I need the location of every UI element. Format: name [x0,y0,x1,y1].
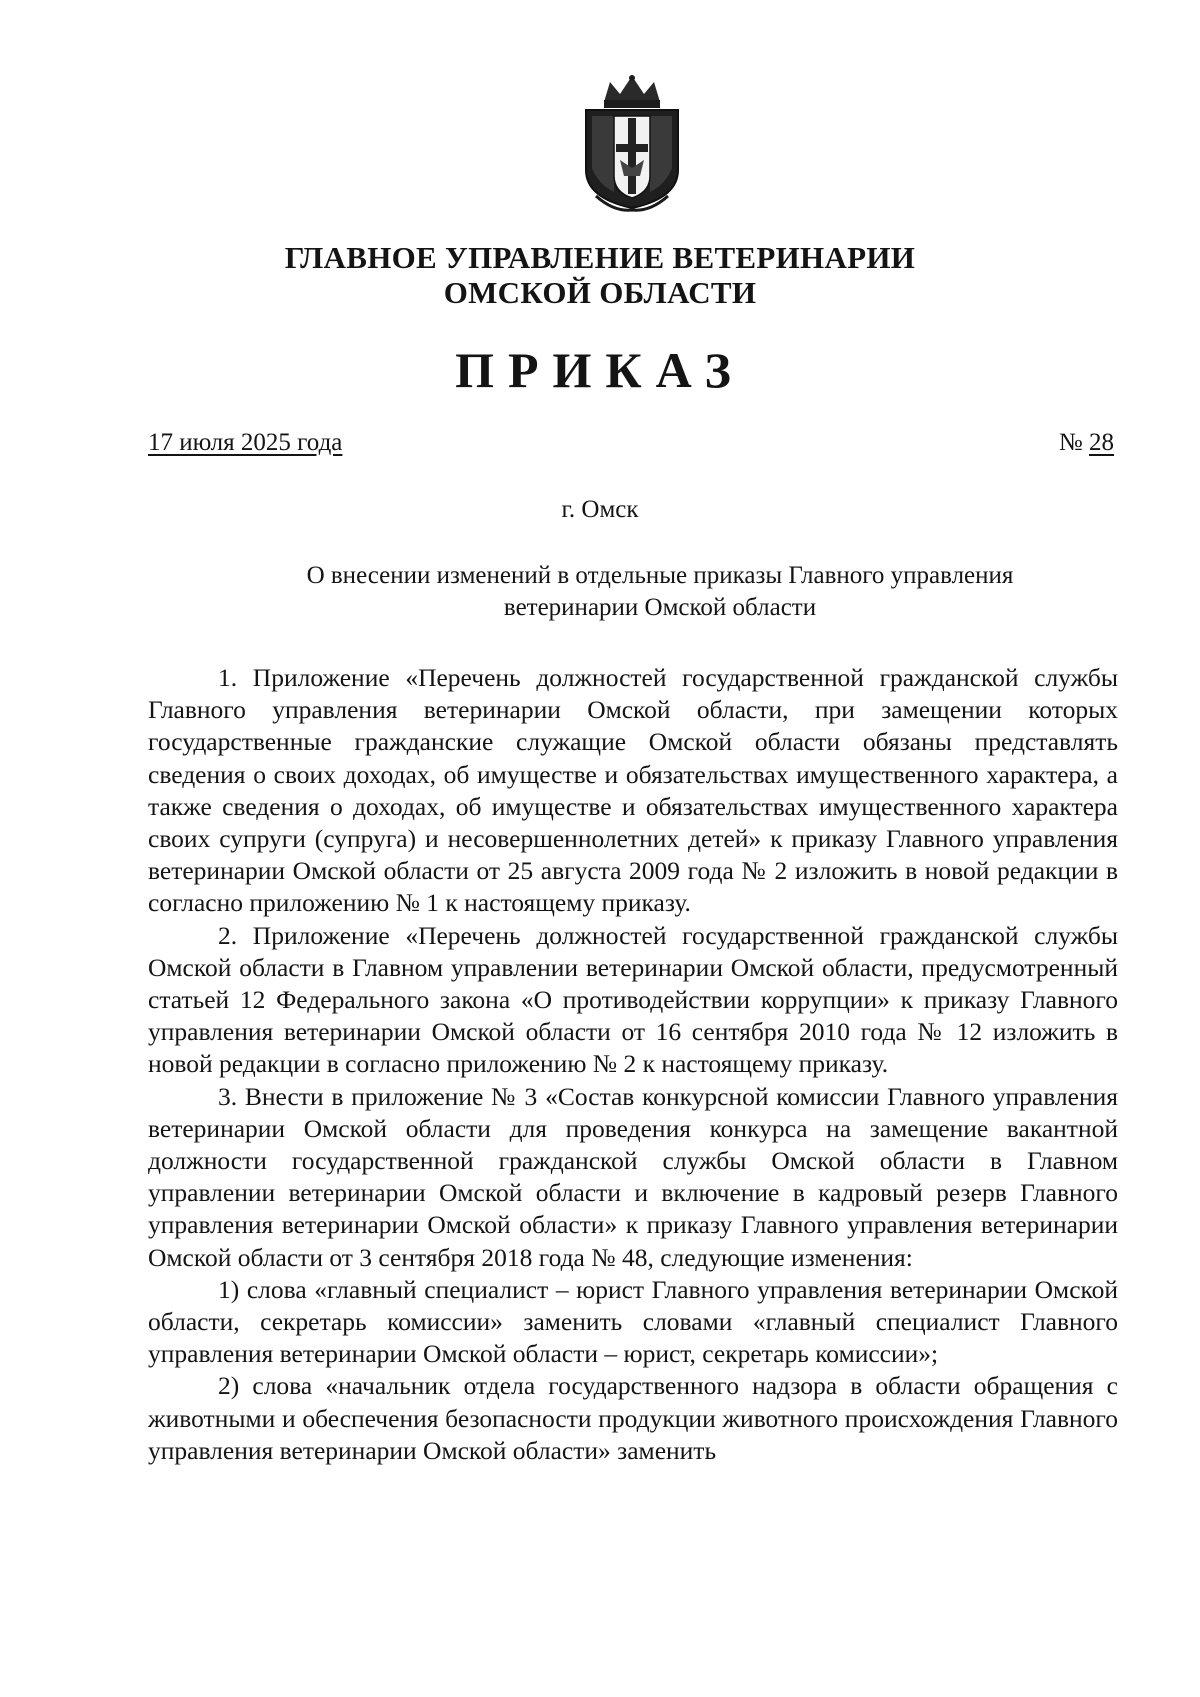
body-paragraph-1: 1. Приложение «Перечень должностей государственной гражданской службы Главного управления ветеринарии Омской области, при замещении которых государственные гражданские служащие Омской области обязаны представлять сведения о своих доходах, об имуществе и обязательствах имущественного характера, а также сведения о доходах, об имуществе и обязательствах имущественного характера своих супруги (супруга) и несовершеннолетних детей» к приказу Главного управления ветеринарии Омской области от 25 августа 2009 года № 2 изложить в новой редакции в согласно приложению № 1 к настоящему приказу. [148,663,1118,918]
order-number [1059,429,1114,457]
order-date: 17 июля 2025 года [148,429,343,456]
organization-name [0,240,1200,310]
order-subject [240,560,1080,624]
order-subject-line1: О внесении изменений в отдельные приказы Главного управления [306,562,1014,589]
body-paragraph-2: 2. Приложение «Перечень должностей государственной гражданской службы Омской области в Главном управлении ветеринарии Омской области, предусмотренный статьей 12 Федерального закона «О противодействии коррупции» к приказу Главного управления ветеринарии Омской области от 16 сентября 2010 года № 12 изложить в новой редакции в согласно приложению № 2 к настоящему приказу. [148,920,1118,1079]
order-subject-line2: ветеринарии Омской области [503,594,817,621]
organization-name-line2: ОМСКОЙ ОБЛАСТИ [443,275,757,310]
document-type-title: ПРИКАЗ [455,342,745,398]
body-paragraph-3-item-1: 1) слова «главный специалист – юрист Главного управления ветеринарии Омской области, секретарь комиссии» заменить словами «главный специалист Главного управления ветеринарии Омской области – юрист, секретарь комиссии»; [148,1274,1118,1369]
order-number-prefix: № [1058,429,1083,456]
issuing-city: г. Омск [561,496,639,523]
coat-of-arms-icon [574,72,690,212]
body-paragraph-3: 3. Внести в приложение № 3 «Состав конкурсной комиссии Главного управления ветеринарии Омской области для проведения конкурса на замещение вакантной должности государственной гражданской службы Омской области в Главном управлении ветеринарии Омской области и включение в кадровый резерв Главного управления ветеринарии Омской области» к приказу Главного управления ветеринарии Омской области от 3 сентября 2018 года № 48, следующие изменения: [148,1081,1118,1272]
body-paragraph-3-item-2: 2) слова «начальник отдела государственного надзора в области обращения с животными и обеспечения безопасности продукции животного происхождения Главного управления ветеринарии Омской области» заменить [148,1371,1118,1465]
order-body [148,662,1118,1467]
order-number-value: 28 [1089,429,1114,456]
organization-name-line1: ГЛАВНОЕ УПРАВЛЕНИЕ ВЕТЕРИНАРИИ [284,240,916,275]
